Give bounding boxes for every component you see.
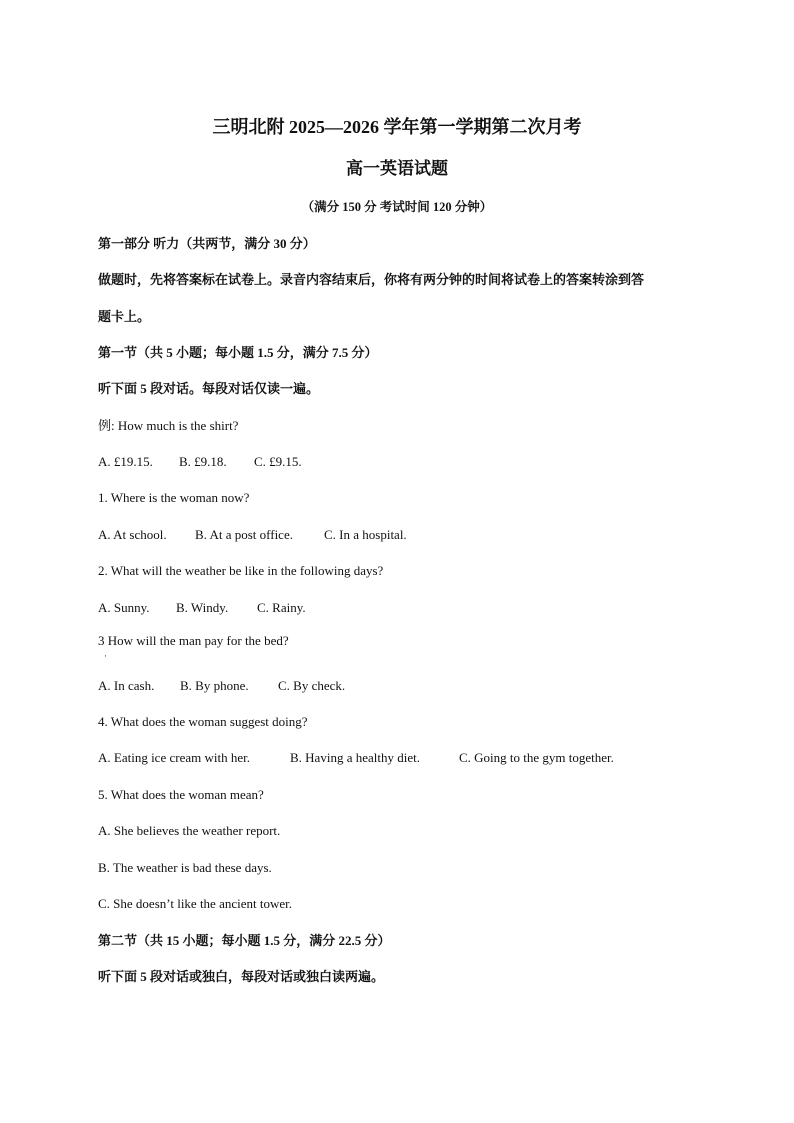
question-3: 3 How will the man pay for the bed? <box>98 633 289 648</box>
option-c: C. In a hospital. <box>324 527 407 542</box>
question-2: 2. What will the weather be like in the following days? <box>98 563 384 578</box>
question-1-options <box>98 527 407 543</box>
example-options <box>98 454 302 470</box>
option-b: B. £9.18. <box>179 454 227 469</box>
question-4-options <box>98 750 614 766</box>
section2-instruction: 听下面 5 段对话或独白，每段对话或独白读两遍。 <box>98 969 385 984</box>
option-b: B. At a post office. <box>195 527 293 542</box>
example-question: 例: How much is the shirt? <box>98 418 239 433</box>
question-1: 1. Where is the woman now? <box>98 490 250 505</box>
option-a: A. £19.15. <box>98 454 153 469</box>
option-b: B. Windy. <box>176 600 229 615</box>
question-4: 4. What does the woman suggest doing? <box>98 714 308 729</box>
option-c: C. Going to the gym together. <box>459 750 614 765</box>
question-5-option-c: C. She doesn’t like the ancient tower. <box>98 896 292 911</box>
part1-instruction-line2: 题卡上。 <box>98 309 151 324</box>
exam-score-time-note: （满分 150 分 考试时间 120 分钟） <box>301 200 493 214</box>
part1-heading: 第一部分 听力（共两节，满分 30 分） <box>98 236 316 251</box>
option-c: C. £9.15. <box>254 454 302 469</box>
section1-heading: 第一节（共 5 小题；每小题 1.5 分，满分 7.5 分） <box>98 345 378 360</box>
section1-instruction: 听下面 5 段对话。每段对话仅读一遍。 <box>98 381 320 396</box>
option-c: C. Rainy. <box>257 600 306 615</box>
question-5: 5. What does the woman mean? <box>98 787 264 802</box>
section2-heading: 第二节（共 15 小题；每小题 1.5 分，满分 22.5 分） <box>98 933 391 948</box>
option-a: A. At school. <box>98 527 167 542</box>
option-a: A. Sunny. <box>98 600 150 615</box>
question-3-options <box>98 678 345 694</box>
question-2-options <box>98 600 306 616</box>
option-a: A. In cash. <box>98 678 155 693</box>
stray-dot-mark: · <box>104 651 107 661</box>
question-5-option-b: B. The weather is bad these days. <box>98 860 272 875</box>
part1-instruction-line1: 做题时，先将答案标在试卷上。录音内容结束后，你将有两分钟的时间将试卷上的答案转涂到答 <box>98 272 645 287</box>
option-b: B. By phone. <box>180 678 249 693</box>
question-5-option-a: A. She believes the weather report. <box>98 823 281 838</box>
option-b: B. Having a healthy diet. <box>290 750 420 765</box>
exam-subtitle: 高一英语试题 <box>346 159 448 178</box>
option-c: C. By check. <box>278 678 346 693</box>
option-a: A. Eating ice cream with her. <box>98 750 250 765</box>
exam-title: 三明北附 2025—2026 学年第一学期第二次月考 <box>212 117 582 137</box>
